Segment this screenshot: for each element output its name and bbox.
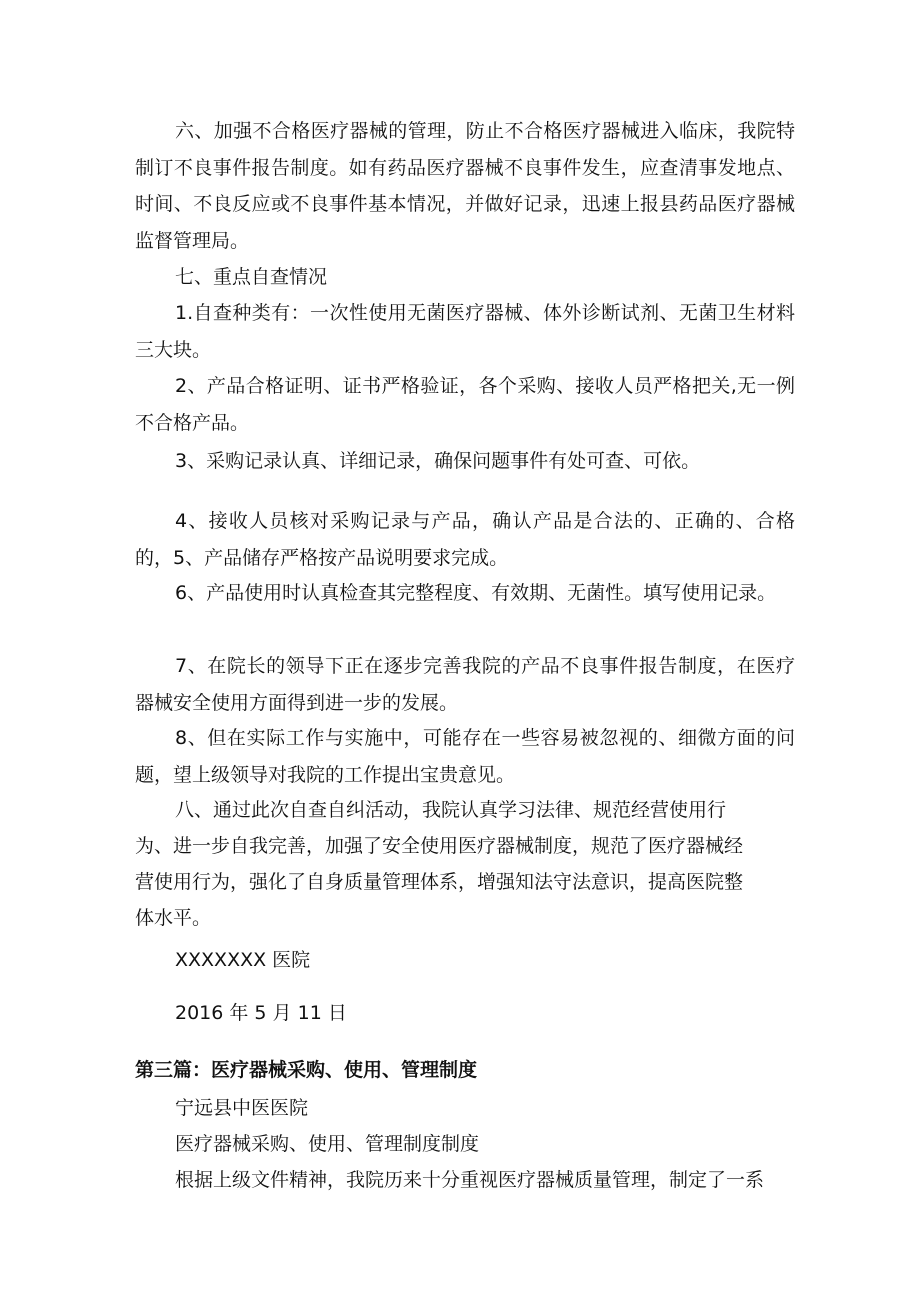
paragraph-8-line-2: 为、进一步自我完善，加强了安全使用医疗器械制度，规范了医疗器械经 [135,835,744,857]
paragraph-7-8: 8、但在实际工作与实施中，可能存在一些容易被忽视的、细微方面的问题，望上级领导对我院的工作提出宝贵意见。 [135,727,795,786]
paragraph-8-line-3: 营使用行为，强化了自身质量管理体系，增强知法守法意识，提高医院整 [135,871,744,893]
section-title: 第三篇：医疗器械采购、使用、管理制度 [135,1059,478,1081]
paragraph-7-2: 2、产品合格证明、证书严格验证，各个采购、接收人员严格把关,无一例不合格产品。 [135,375,795,434]
paragraph-8-line-1: 八、通过此次自查自纠活动，我院认真学习法律、规范经营使用行 [175,799,727,821]
date: 2016 年 5 月 11 日 [175,1002,347,1024]
paragraph-7-3: 3、采购记录认真、详细记录，确保问题事件有处可查、可依。 [175,450,701,472]
signature: XXXXXXX 医院 [175,949,311,971]
paragraph-7-6: 6、产品使用时认真检查其完整程度、有效期、无菌性。填写使用记录。 [175,582,777,604]
paragraph-6: 六、加强不合格医疗器械的管理，防止不合格医疗器械进入临床，我院特制订不良事件报告制度。如有药品医疗器械不良事件发生，应查清事发地点、时间、不良反应或不良事件基本情况，并做好记录，迅速上报县药品医疗器械监督管理局。 [135,120,795,252]
final-paragraph: 根据上级文件精神，我院历来十分重视医疗器械质量管理，制定了一系 [175,1169,765,1191]
document-subtitle: 医疗器械采购、使用、管理制度制度 [175,1133,480,1155]
paragraph-7-4: 4、接收人员核对采购记录与产品，确认产品是合法的、正确的、合格的，5、产品储存严格按产品说明要求完成。 [135,510,795,569]
paragraph-7-1: 1.自查种类有：一次性使用无菌医疗器械、体外诊断试剂、无菌卫生材料三大块。 [135,302,795,361]
paragraph-8-line-4: 体水平。 [135,907,212,929]
paragraph-7-7: 7、在院长的领导下正在逐步完善我院的产品不良事件报告制度，在医疗器械安全使用方面得到进一步的发展。 [135,655,795,714]
heading-7: 七、重点自查情况 [175,266,328,288]
institution-name: 宁远县中医医院 [175,1097,309,1119]
